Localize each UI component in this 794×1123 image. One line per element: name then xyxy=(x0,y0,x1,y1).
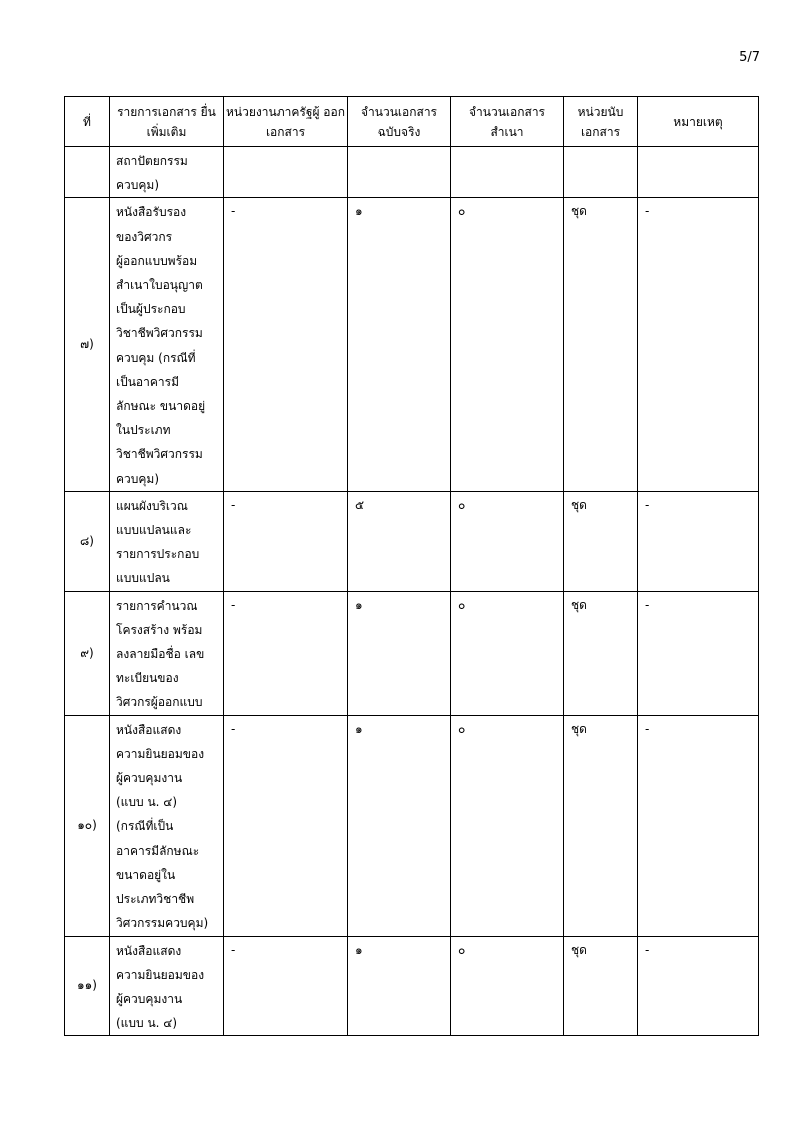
document-item xyxy=(110,715,224,936)
document-item-line: ผู้ออกแบบพร้อม xyxy=(116,253,198,268)
document-item-line: รายการประกอบ xyxy=(116,547,200,562)
document-item-line: วิศวกรผู้ออกแบบ xyxy=(116,695,203,710)
row-number: ๘) xyxy=(65,491,110,591)
table-header-row xyxy=(65,97,759,147)
document-item-line: รายการคำนวณ xyxy=(116,598,198,613)
table-row xyxy=(65,936,759,1036)
table-row xyxy=(65,198,759,491)
header-unit: หน่วยนับ เอกสาร xyxy=(564,97,638,147)
document-item-line: แผนผังบริเวณ xyxy=(116,498,188,513)
copy-count-cell: ๐ xyxy=(451,491,564,591)
original-count-cell: ๑ xyxy=(348,591,451,715)
table-row xyxy=(65,715,759,936)
document-item-line: เป็นผู้ประกอบ xyxy=(116,302,186,317)
row-number: ๑๑) xyxy=(65,936,110,1036)
table-row xyxy=(65,491,759,591)
issuing-agency-cell: - xyxy=(224,936,348,1036)
remarks-cell: - xyxy=(638,591,759,715)
row-number xyxy=(65,147,110,198)
document-item xyxy=(110,591,224,715)
issuing-agency-cell xyxy=(224,147,348,198)
remarks-cell: - xyxy=(638,936,759,1036)
document-item-line: (แบบ น. ๔) xyxy=(116,1016,178,1031)
document-item-line: สถาปัตยกรรม xyxy=(116,154,188,168)
header-issuing-agency: หน่วยงานภาครัฐผู้ ออกเอกสาร xyxy=(224,97,348,147)
unit-cell: ชุด xyxy=(564,936,638,1036)
document-item-line: แบบแปลนและ xyxy=(116,523,192,538)
original-count-cell: ๕ xyxy=(348,491,451,591)
row-number: ๑๐) xyxy=(65,715,110,936)
document-item xyxy=(110,147,224,198)
original-count-cell: ๑ xyxy=(348,198,451,491)
document-item-line: ควบคุม (กรณีที่ xyxy=(116,350,196,365)
header-remarks: หมายเหตุ xyxy=(638,97,759,147)
document-item-line: ควบคุม) xyxy=(116,471,160,486)
unit-cell: ชุด xyxy=(564,198,638,491)
remarks-cell xyxy=(638,147,759,198)
document-item-line: อาคารมีลักษณะ xyxy=(116,843,200,858)
issuing-agency-cell: - xyxy=(224,591,348,715)
unit-cell: ชุด xyxy=(564,591,638,715)
row-number: ๗) xyxy=(65,198,110,491)
document-item-line: เป็นอาคารมี xyxy=(116,374,179,389)
document-item-line: ทะเบียนของ xyxy=(116,671,179,686)
copy-count-cell: ๐ xyxy=(451,198,564,491)
table-row xyxy=(65,147,759,198)
issuing-agency-cell: - xyxy=(224,715,348,936)
header-document-list: รายการเอกสาร ยื่นเพิ่มเติม xyxy=(110,97,224,147)
document-item-line: วิศวกรรมควบคุม) xyxy=(116,916,209,931)
document-table xyxy=(64,96,759,1036)
page-number: 5/7 xyxy=(739,50,760,65)
document-item-line: ความยินยอมของ xyxy=(116,967,205,982)
document-item-line: แบบแปลน xyxy=(116,571,170,586)
document-item-line: วิชาชีพวิศวกรรม xyxy=(116,447,203,462)
original-count-cell: ๑ xyxy=(348,715,451,936)
issuing-agency-cell: - xyxy=(224,491,348,591)
document-item-line: ลักษณะ ขนาดอยู่ xyxy=(116,399,206,414)
document-item-line: ของวิศวกร xyxy=(116,229,173,244)
document-item xyxy=(110,491,224,591)
copy-count-cell xyxy=(451,147,564,198)
unit-cell: ชุด xyxy=(564,715,638,936)
document-item-line: ผู้ควบคุมงาน xyxy=(116,771,183,786)
copy-count-cell: ๐ xyxy=(451,715,564,936)
document-item-line: หนังสือแสดง xyxy=(116,943,182,958)
copy-count-cell: ๐ xyxy=(451,591,564,715)
document-item-line: ขนาดอยู่ใน xyxy=(116,867,176,882)
original-count-cell xyxy=(348,147,451,198)
original-count-cell: ๑ xyxy=(348,936,451,1036)
unit-cell xyxy=(564,147,638,198)
document-item-line: ลงลายมือชื่อ เลข xyxy=(116,647,205,662)
unit-cell: ชุด xyxy=(564,491,638,591)
document-item-line: ในประเภท xyxy=(116,423,171,438)
document-item-line: หนังสือรับรอง xyxy=(116,205,187,220)
header-original-count: จำนวนเอกสาร ฉบับจริง xyxy=(348,97,451,147)
issuing-agency-cell: - xyxy=(224,198,348,491)
copy-count-cell: ๐ xyxy=(451,936,564,1036)
header-copy-count: จำนวนเอกสาร สำเนา xyxy=(451,97,564,147)
table-row xyxy=(65,591,759,715)
row-number: ๙) xyxy=(65,591,110,715)
document-item-line: วิชาชีพวิศวกรรม xyxy=(116,326,203,341)
document-item-line: (แบบ น. ๔) xyxy=(116,795,178,810)
document-item-line: หนังสือแสดง xyxy=(116,722,182,737)
document-item-line: (กรณีที่เป็น xyxy=(116,819,174,834)
document-item-line: สำเนาใบอนุญาต xyxy=(116,278,203,293)
remarks-cell: - xyxy=(638,491,759,591)
document-item-line: โครงสร้าง พร้อม xyxy=(116,622,203,637)
document-item xyxy=(110,936,224,1036)
document-item xyxy=(110,198,224,491)
document-item-line: ผู้ควบคุมงาน xyxy=(116,991,183,1006)
document-item-line: ความยินยอมของ xyxy=(116,746,205,761)
remarks-cell: - xyxy=(638,715,759,936)
table-body xyxy=(65,147,759,1036)
document-item-line: ควบคุม) xyxy=(116,178,160,193)
header-no: ที่ xyxy=(65,97,110,147)
document-item-line: ประเภทวิชาชีพ xyxy=(116,892,195,907)
remarks-cell: - xyxy=(638,198,759,491)
